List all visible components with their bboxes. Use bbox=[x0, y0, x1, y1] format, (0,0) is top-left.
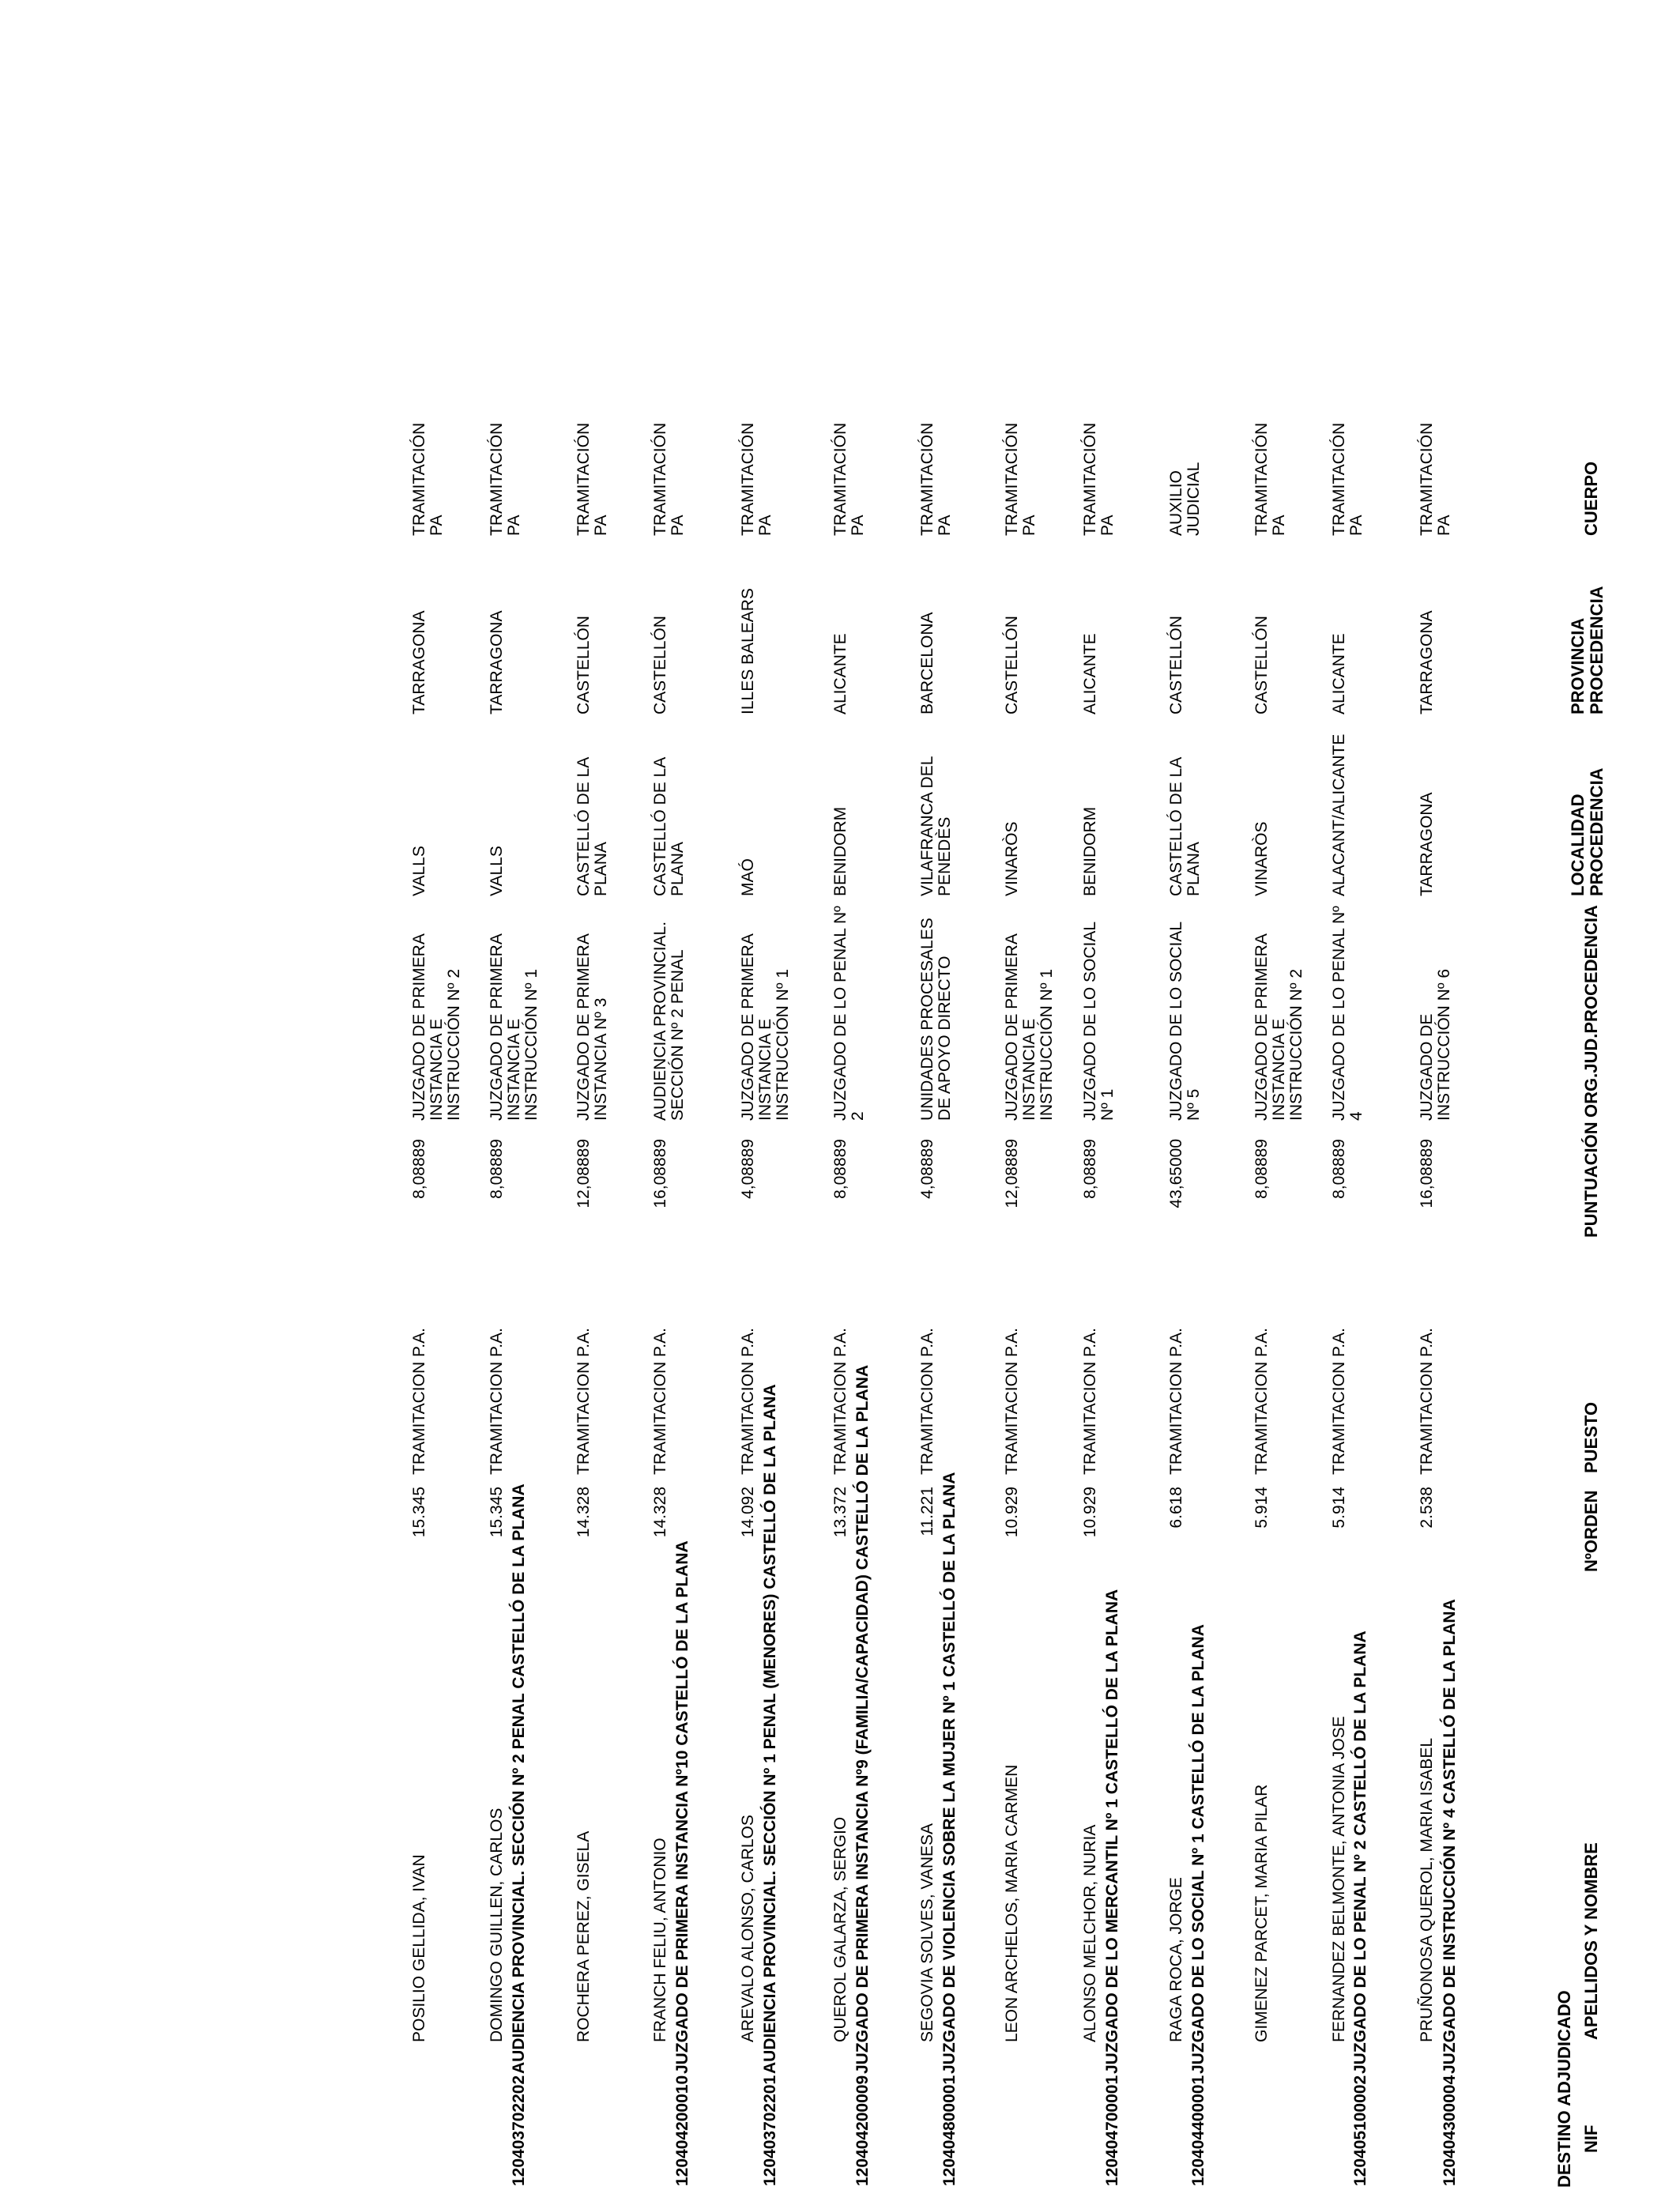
cell-punt: 12,08889 bbox=[1003, 1139, 1021, 1208]
cell-punt: 8,08889 bbox=[1252, 1139, 1271, 1199]
header-puntuacion: PUNTUACIÓN bbox=[1581, 1122, 1601, 1238]
cell-name: GIMENEZ PARCET, MARIA PILAR bbox=[1252, 1784, 1271, 2042]
destination-code: 120404800001 bbox=[940, 2075, 959, 2186]
header-provincia: PROVINCIA PROCEDENCIA bbox=[1568, 586, 1607, 714]
cell-org: JUZGADO DE LO SOCIAL Nº 5 bbox=[1167, 922, 1203, 1121]
cell-prov: TARRAGONA bbox=[410, 610, 428, 714]
cell-puesto: TRAMITACION P.A. bbox=[831, 1328, 849, 1475]
cell-punt: 8,08889 bbox=[1081, 1139, 1099, 1199]
cell-orden: 10.929 bbox=[1081, 1487, 1099, 1538]
cell-name: FRANCH FELIU, ANTONIO bbox=[651, 1838, 669, 2042]
header-destino: DESTINO ADJUDICADO bbox=[1554, 1990, 1574, 2188]
cell-name: AREVALO ALONSO, CARLOS bbox=[739, 1815, 757, 2042]
cell-puesto: TRAMITACION P.A. bbox=[1418, 1328, 1436, 1475]
cell-cuerpo: TRAMITACIÓN PA bbox=[1418, 422, 1453, 536]
cell-orden: 14.328 bbox=[651, 1487, 669, 1538]
header-org: ORG.JUD.PROCEDENCIA bbox=[1581, 905, 1601, 1118]
cell-orden: 14.328 bbox=[574, 1487, 593, 1538]
cell-punt: 16,08889 bbox=[651, 1139, 669, 1208]
cell-cuerpo: TRAMITACIÓN PA bbox=[918, 422, 954, 536]
cell-cuerpo: TRAMITACIÓN PA bbox=[651, 422, 687, 536]
cell-puesto: TRAMITACION P.A. bbox=[1081, 1328, 1099, 1475]
cell-name: QUEROL GALARZA, SERGIO bbox=[831, 1816, 849, 2042]
cell-loc: VINARÒS bbox=[1003, 821, 1021, 896]
cell-orden: 6.618 bbox=[1167, 1487, 1185, 1529]
destination-code: 120404400001 bbox=[1189, 2075, 1207, 2186]
cell-loc: VALLS bbox=[488, 846, 506, 896]
cell-loc: TARRAGONA bbox=[1418, 792, 1436, 896]
cell-loc: VALLS bbox=[410, 846, 428, 896]
cell-cuerpo: TRAMITACIÓN PA bbox=[739, 422, 774, 536]
cell-name: ROCHERA PEREZ, GISELA bbox=[574, 1830, 593, 2042]
cell-prov: ALICANTE bbox=[831, 633, 849, 714]
cell-loc: VILAFRANCA DEL PENEDÈS bbox=[918, 756, 954, 896]
cell-loc: BENIDORM bbox=[1081, 806, 1099, 896]
cell-punt: 16,08889 bbox=[1418, 1139, 1436, 1208]
cell-orden: 5.914 bbox=[1330, 1487, 1348, 1529]
cell-prov: TARRAGONA bbox=[1418, 610, 1436, 714]
destination-code: 120404700001 bbox=[1103, 2075, 1121, 2186]
cell-prov: CASTELLÓN bbox=[574, 616, 593, 714]
cell-name: PRUÑONOSA QUEROL, MARIA ISABEL bbox=[1418, 1737, 1436, 2042]
cell-loc: VINARÒS bbox=[1252, 821, 1271, 896]
cell-punt: 4,08889 bbox=[739, 1139, 757, 1199]
cell-orden: 13.372 bbox=[831, 1487, 849, 1538]
cell-org: JUZGADO DE PRIMERA INSTANCIA Nº 3 bbox=[574, 934, 610, 1121]
cell-cuerpo: TRAMITACIÓN PA bbox=[831, 422, 867, 536]
cell-orden: 15.345 bbox=[410, 1487, 428, 1538]
cell-punt: 4,08889 bbox=[918, 1139, 936, 1199]
cell-org: JUZGADO DE PRIMERA INSTANCIA E INSTRUCCIÓN Nº 1 bbox=[1003, 934, 1056, 1121]
destination-name: JUZGADO DE LO MERCANTIL Nº 1 CASTELLÓ DE LA PLANA bbox=[1103, 1589, 1121, 2074]
cell-puesto: TRAMITACION P.A. bbox=[1167, 1328, 1185, 1475]
destination-name: JUZGADO DE INSTRUCCIÓN Nº 4 CASTELLÓ DE LA PLANA bbox=[1441, 1599, 1459, 2074]
header-localidad: LOCALIDAD PROCEDENCIA bbox=[1568, 767, 1607, 896]
cell-orden: 2.538 bbox=[1418, 1487, 1436, 1529]
cell-name: ALONSO MELCHOR, NURIA bbox=[1081, 1824, 1099, 2042]
cell-prov: ALICANTE bbox=[1330, 633, 1348, 714]
cell-prov: CASTELLÓN bbox=[1003, 616, 1021, 714]
destination-code: 120405100002 bbox=[1351, 2075, 1369, 2186]
cell-org: JUZGADO DE PRIMERA INSTANCIA E INSTRUCCIÓN Nº 1 bbox=[488, 934, 541, 1121]
cell-org: JUZGADO DE INSTRUCCIÓN Nº 6 bbox=[1418, 968, 1453, 1121]
cell-cuerpo: TRAMITACIÓN PA bbox=[1330, 422, 1365, 536]
cell-puesto: TRAMITACION P.A. bbox=[1252, 1328, 1271, 1475]
header-nif: NIF bbox=[1581, 2124, 1601, 2153]
cell-org: JUZGADO DE LO SOCIAL Nº 1 bbox=[1081, 922, 1117, 1121]
cell-prov: CASTELLÓN bbox=[651, 616, 669, 714]
cell-punt: 12,08889 bbox=[574, 1139, 593, 1208]
cell-puesto: TRAMITACION P.A. bbox=[1330, 1328, 1348, 1475]
cell-orden: 5.914 bbox=[1252, 1487, 1271, 1529]
cell-punt: 8,08889 bbox=[1330, 1139, 1348, 1199]
destination-code: 120403702202 bbox=[510, 2075, 528, 2186]
destination-name: JUZGADO DE PRIMERA INSTANCIA Nº9 (FAMILIA/CAPACIDAD) CASTELLÓ DE LA PLANA bbox=[853, 1364, 872, 2074]
cell-name: RAGA ROCA, JORGE bbox=[1167, 1877, 1185, 2042]
cell-loc: CASTELLÓ DE LA PLANA bbox=[574, 757, 610, 896]
destination-name: JUZGADO DE LO PENAL Nº 2 CASTELLÓ DE LA PLANA bbox=[1351, 1630, 1369, 2074]
cell-name: DOMINGO GUILLEN, CARLOS bbox=[488, 1808, 506, 2042]
cell-org: AUDIENCIA PROVINCIAL. SECCIÓN Nº 2 PENAL bbox=[651, 921, 687, 1121]
cell-cuerpo: TRAMITACIÓN PA bbox=[574, 422, 610, 536]
cell-org: JUZGADO DE LO PENAL Nº 4 bbox=[1330, 906, 1365, 1121]
destination-code: 120404200009 bbox=[853, 2075, 872, 2186]
cell-org: UNIDADES PROCESALES DE APOYO DIRECTO bbox=[918, 918, 954, 1121]
cell-puesto: TRAMITACION P.A. bbox=[739, 1328, 757, 1475]
cell-loc: CASTELLÓ DE LA PLANA bbox=[651, 757, 687, 896]
header-norden: NºORDEN bbox=[1581, 1490, 1601, 1572]
cell-prov: ILLES BALEARS bbox=[739, 588, 757, 714]
cell-cuerpo: TRAMITACIÓN PA bbox=[1081, 422, 1117, 536]
destination-code: 120404300004 bbox=[1441, 2075, 1459, 2186]
cell-prov: BARCELONA bbox=[918, 612, 936, 714]
header-cuerpo: CUERPO bbox=[1581, 461, 1601, 536]
cell-puesto: TRAMITACION P.A. bbox=[574, 1328, 593, 1475]
cell-loc: BENIDORM bbox=[831, 806, 849, 896]
cell-prov: CASTELLÓN bbox=[1167, 616, 1185, 714]
cell-prov: TARRAGONA bbox=[488, 610, 506, 714]
cell-orden: 10.929 bbox=[1003, 1487, 1021, 1538]
cell-name: LEON ARCHELOS, MARIA CARMEN bbox=[1003, 1764, 1021, 2042]
cell-cuerpo: TRAMITACIÓN PA bbox=[410, 422, 446, 536]
destination-name: AUDIENCIA PROVINCIAL. SECCIÓN Nº 2 PENAL CASTELLÓ DE LA PLANA bbox=[510, 1483, 528, 2074]
cell-cuerpo: TRAMITACIÓN PA bbox=[488, 422, 523, 536]
cell-org: JUZGADO DE PRIMERA INSTANCIA E INSTRUCCIÓN Nº 1 bbox=[739, 934, 792, 1121]
cell-name: FERNANDEZ BELMONTE, ANTONIA JOSE bbox=[1330, 1716, 1348, 2042]
cell-punt: 8,08889 bbox=[488, 1139, 506, 1199]
cell-puesto: TRAMITACION P.A. bbox=[1003, 1328, 1021, 1475]
cell-loc: MAÓ bbox=[739, 858, 757, 896]
header-apellidos: APELLIDOS Y NOMBRE bbox=[1581, 1842, 1601, 2040]
destination-name: JUZGADO DE LO SOCIAL Nº 1 CASTELLÓ DE LA PLANA bbox=[1189, 1624, 1207, 2074]
destination-name: JUZGADO DE PRIMERA INSTANCIA Nº10 CASTELLÓ DE LA PLANA bbox=[673, 1540, 691, 2074]
cell-name: SEGOVIA SOLVES, VANESA bbox=[918, 1823, 936, 2042]
cell-org: JUZGADO DE LO PENAL Nº 2 bbox=[831, 906, 867, 1121]
cell-prov: ALICANTE bbox=[1081, 633, 1099, 714]
cell-puesto: TRAMITACION P.A. bbox=[918, 1328, 936, 1475]
cell-loc: CASTELLÓ DE LA PLANA bbox=[1167, 757, 1203, 896]
cell-punt: 8,08889 bbox=[831, 1139, 849, 1199]
cell-org: JUZGADO DE PRIMERA INSTANCIA E INSTRUCCIÓN Nº 2 bbox=[410, 934, 463, 1121]
cell-loc: ALACANT/ALICANTE bbox=[1330, 733, 1348, 896]
cell-orden: 11.221 bbox=[918, 1487, 936, 1536]
destination-code: 120403702201 bbox=[761, 2075, 779, 2186]
cell-cuerpo: AUXILIO JUDICIAL bbox=[1167, 462, 1203, 536]
destination-name: AUDIENCIA PROVINCIAL. SECCIÓN Nº 1 PENAL (MENORES) CASTELLÓ DE LA PLANA bbox=[761, 1384, 779, 2074]
destination-code: 120404200010 bbox=[673, 2075, 691, 2186]
cell-orden: 14.092 bbox=[739, 1487, 757, 1538]
cell-org: JUZGADO DE PRIMERA INSTANCIA E INSTRUCCIÓN Nº 2 bbox=[1252, 934, 1305, 1121]
cell-puesto: TRAMITACION P.A. bbox=[410, 1328, 428, 1475]
header-puesto: PUESTO bbox=[1581, 1401, 1601, 1473]
cell-name: POSILIO GELLIDA, IVAN bbox=[410, 1854, 428, 2042]
destination-name: JUZGADO DE VIOLENCIA SOBRE LA MUJER Nº 1 CASTELLÓ DE LA PLANA bbox=[940, 1472, 959, 2074]
cell-punt: 43,65000 bbox=[1167, 1139, 1185, 1208]
cell-cuerpo: TRAMITACIÓN PA bbox=[1252, 422, 1288, 536]
cell-puesto: TRAMITACION P.A. bbox=[651, 1328, 669, 1475]
cell-orden: 15.345 bbox=[488, 1487, 506, 1538]
cell-prov: CASTELLÓN bbox=[1252, 616, 1271, 714]
cell-puesto: TRAMITACION P.A. bbox=[488, 1328, 506, 1475]
cell-cuerpo: TRAMITACIÓN PA bbox=[1003, 422, 1038, 536]
cell-punt: 8,08889 bbox=[410, 1139, 428, 1199]
